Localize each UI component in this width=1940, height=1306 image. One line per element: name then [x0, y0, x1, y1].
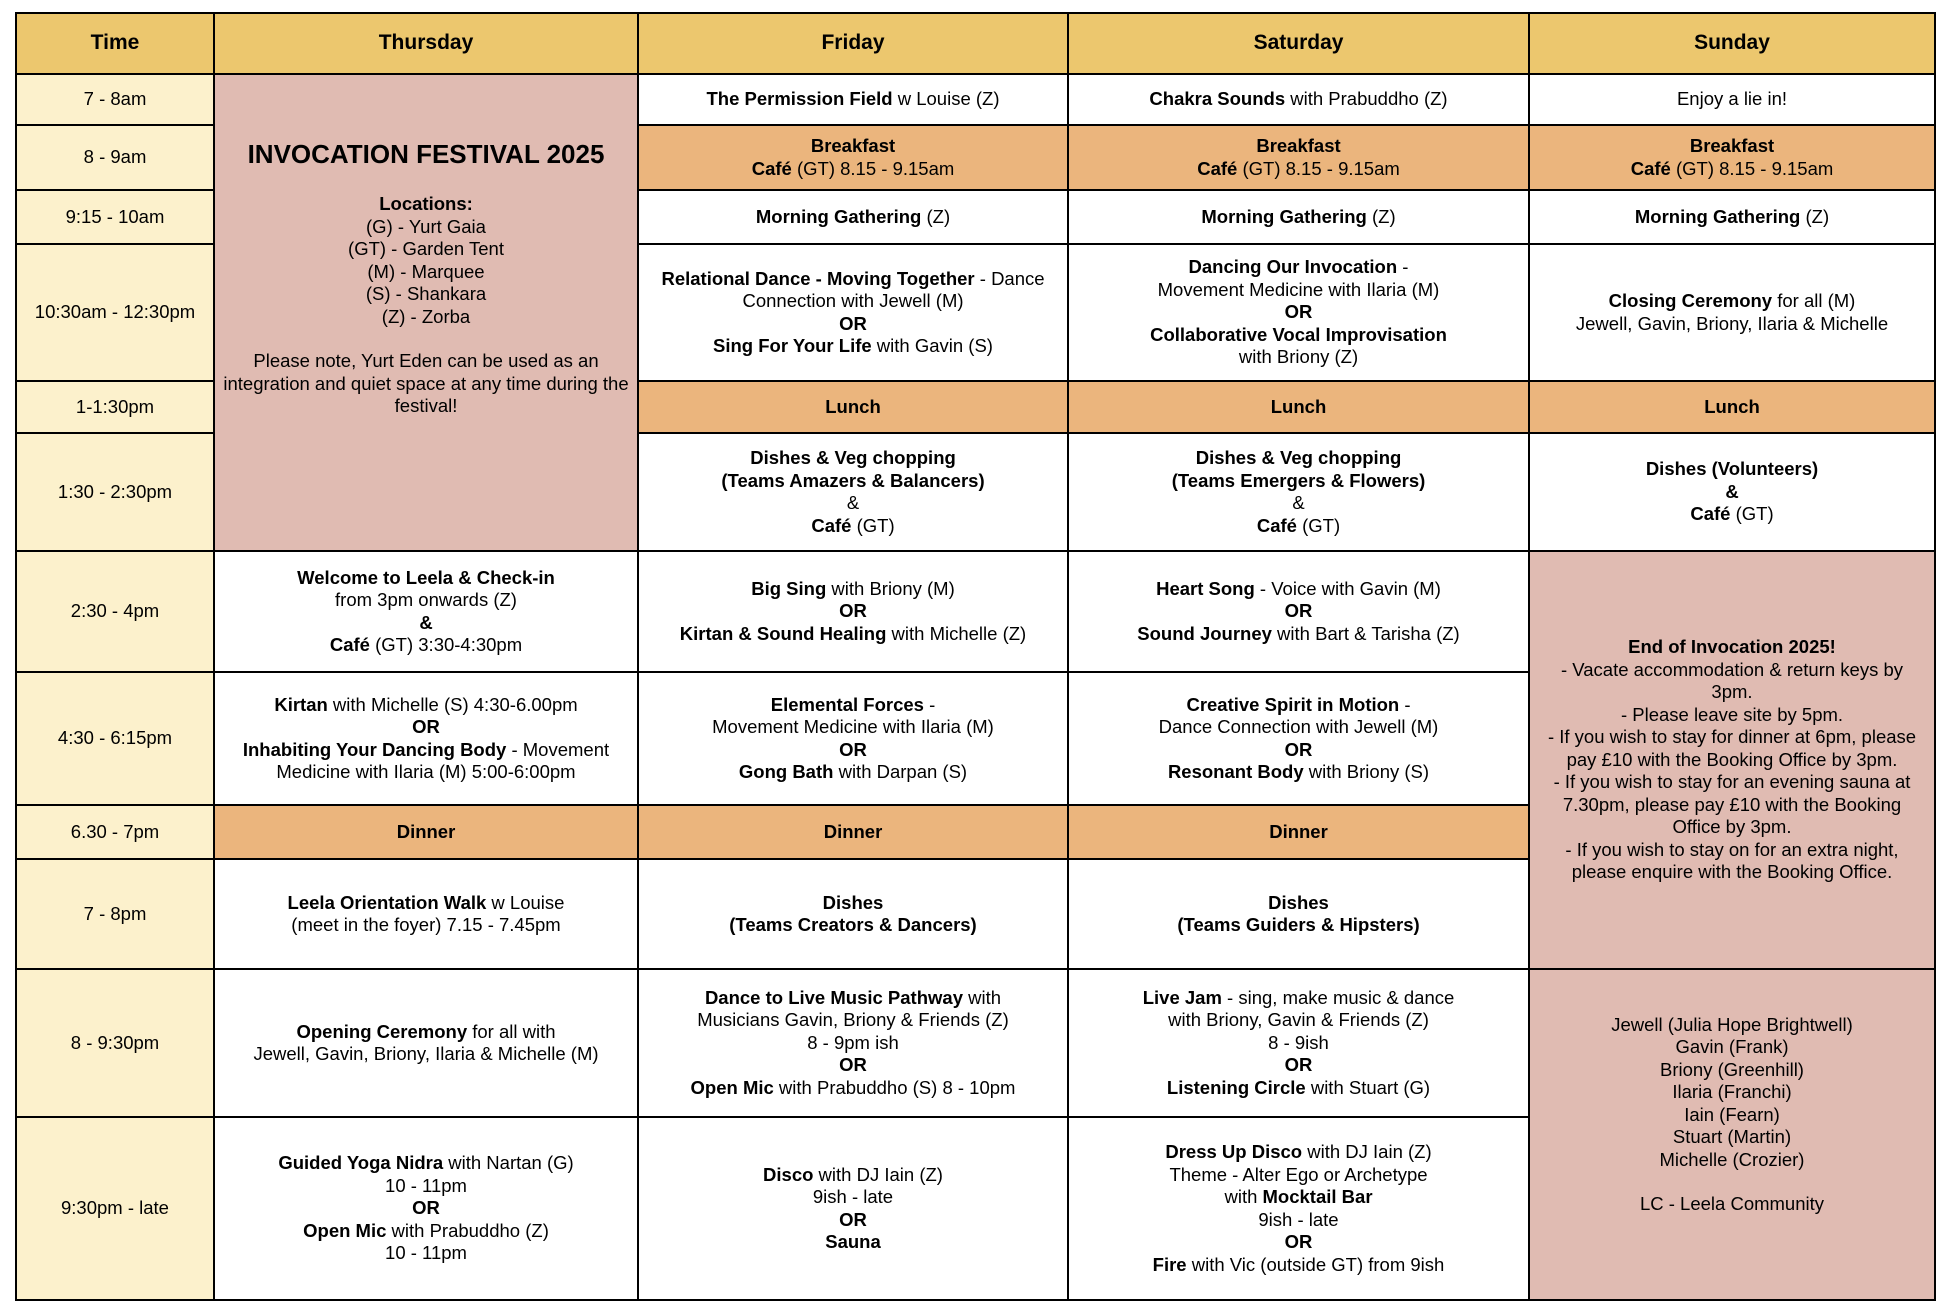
facilitator-name: Ilaria (Franchi) [1672, 1081, 1792, 1102]
time-cell: 9:15 - 10am [16, 190, 214, 244]
session-title: Morning Gathering [755, 205, 922, 227]
ampersand: & [1725, 480, 1739, 502]
session-title: Welcome to Leela & Check-in [297, 566, 555, 588]
time-cell: 7 - 8am [16, 74, 214, 125]
session-line: Movement Medicine with Ilaria (M) [712, 716, 994, 737]
session-detail: (Z) [1366, 205, 1396, 227]
meal-detail: (GT) 8.15 - 9.15am [791, 157, 955, 179]
session-line: Dance Connection with Jewell (M) [1158, 716, 1439, 737]
or-label: OR [412, 716, 440, 737]
saturday-afternoon-session [1068, 551, 1529, 672]
end-note: - If you wish to stay for an evening sauna at 7.30pm, please pay £10 with the Booking Office by 3pm. [1553, 771, 1911, 838]
location-item: (M) - Marquee [367, 260, 485, 282]
session-title-2: Sauna [825, 1231, 881, 1252]
friday-afternoon-session [638, 551, 1068, 672]
end-note: - If you wish to stay on for an extra night, please enquire with the Booking Office. [1565, 838, 1899, 883]
cafe-label: Café [329, 634, 370, 655]
friday-late-session [638, 1117, 1068, 1300]
session-detail-2: with Darpan (S) [833, 761, 968, 782]
dishes-title: Dishes & Veg chopping [1195, 447, 1402, 468]
session-title-2: Inhabiting Your Dancing Body [242, 738, 507, 760]
friday-dishes [638, 433, 1068, 551]
session-title: Disco [763, 1163, 814, 1185]
session-detail: with DJ Iain (Z) [813, 1163, 943, 1185]
session-detail: - [1399, 693, 1411, 715]
session-detail-2: with Vic (outside GT) from 9ish [1186, 1253, 1445, 1275]
session-title-2: Sing For Your Life [713, 335, 872, 356]
cafe-label: Café [1630, 157, 1671, 179]
cafe-label: Café [1256, 514, 1297, 536]
meal-title: Lunch [825, 395, 881, 417]
mocktail-bar-label: Mocktail Bar [1262, 1186, 1373, 1207]
end-title: End of Invocation 2025! [1628, 636, 1836, 658]
session-time: 8 - 9pm ish [807, 1031, 899, 1053]
or-label: OR [412, 1197, 440, 1219]
session-title: Leela Orientation Walk [287, 891, 487, 913]
session-detail: (Z) [1800, 205, 1830, 227]
row-7-8am [16, 74, 1935, 125]
session-line: Theme - Alter Ego or Archetype [1169, 1163, 1428, 1185]
locations-heading: Locations: [379, 193, 473, 215]
session-time: 9ish - late [812, 1186, 894, 1207]
session-title: Opening Ceremony [296, 1020, 468, 1042]
ampersand: & [846, 492, 860, 513]
festival-note: Please note, Yurt Eden can be used as an integration and quiet space at any time during the festival! [223, 350, 629, 417]
friday-late-afternoon-session [638, 672, 1068, 805]
saturday-dinner [1068, 805, 1529, 859]
facilitator-name: Stuart (Martin) [1672, 1126, 1792, 1147]
dishes-teams: (Teams Amazers & Balancers) [721, 469, 985, 491]
time-cell: 9:30pm - late [16, 1117, 214, 1300]
session-title: Big Sing [751, 577, 827, 599]
time-cell: 1-1:30pm [16, 381, 214, 433]
location-item: (G) - Yurt Gaia [366, 215, 486, 237]
session-detail-2: - Movement Medicine with Ilaria (M) 5:00-6:00pm [276, 738, 610, 782]
meal-title: Breakfast [1689, 135, 1775, 156]
dishes-teams: (Teams Emergers & Flowers) [1171, 469, 1426, 491]
facilitator-name: Jewell (Julia Hope Brightwell) [1611, 1013, 1853, 1035]
session-title-2: Kirtan & Sound Healing [679, 622, 887, 644]
thursday-welcome [214, 551, 638, 672]
saturday-gathering [1068, 190, 1529, 244]
dishes-teams: (Teams Guiders & Hipsters) [1177, 914, 1420, 935]
dishes-title: Dishes [1268, 891, 1329, 913]
time-cell: 8 - 9am [16, 125, 214, 190]
session-title-2: Sound Journey [1137, 622, 1272, 644]
dishes-teams: (Teams Creators & Dancers) [729, 914, 977, 935]
cafe-detail: (GT) [851, 514, 895, 536]
location-item: (S) - Shankara [365, 283, 487, 305]
session-title: The Permission Field [706, 88, 893, 110]
session-line-prefix: with [1224, 1186, 1263, 1207]
facilitators-cell [1529, 969, 1935, 1300]
friday-gathering [638, 190, 1068, 244]
or-label: OR [1284, 600, 1313, 622]
session-title: Morning Gathering [1634, 205, 1801, 227]
session-title: Relational Dance - Moving Together [661, 267, 975, 289]
meal-title: Breakfast [810, 135, 896, 156]
or-label: OR [1284, 1054, 1313, 1076]
header-sunday: Sunday [1529, 13, 1935, 74]
cafe-detail: (GT) [1730, 503, 1774, 525]
ampersand: & [1292, 492, 1305, 513]
dishes-title: Dishes & Veg chopping [750, 447, 956, 468]
saturday-late-session [1068, 1117, 1529, 1300]
session-detail: - sing, make music & dance [1221, 986, 1455, 1008]
session-time: 10 - 11pm [385, 1174, 467, 1196]
session-title: Dance to Live Music Pathway [704, 986, 963, 1008]
session-title: Guided Yoga Nidra [278, 1152, 444, 1174]
thursday-late-session [214, 1117, 638, 1300]
header-thursday: Thursday [214, 13, 638, 74]
cafe-label: Café [1197, 157, 1238, 179]
meal-title: Dinner [396, 820, 456, 842]
location-item: (Z) - Zorba [381, 305, 471, 327]
cafe-label: Café [751, 157, 792, 179]
sunday-lunch [1529, 381, 1935, 433]
session-title: Dress Up Disco [1165, 1141, 1303, 1162]
cafe-detail: (GT) [1296, 514, 1341, 536]
session-title-2: Collaborative Vocal Improvisation [1150, 323, 1447, 345]
saturday-breakfast [1068, 125, 1529, 190]
session-time-2: 10 - 11pm [385, 1242, 467, 1264]
session-line: with Briony, Gavin & Friends (Z) [1168, 1009, 1429, 1031]
session-detail: - Voice with Gavin (M) [1254, 577, 1441, 599]
session-detail-2: with Michelle (Z) [886, 622, 1027, 644]
saturday-early-session [1068, 74, 1529, 125]
thursday-orientation-walk [214, 859, 638, 969]
session-title-2: Fire [1152, 1253, 1187, 1275]
ampersand: & [419, 611, 433, 633]
or-label: OR [839, 738, 867, 760]
session-detail-2: with Gavin (S) [871, 335, 993, 356]
session-detail-2: with Stuart (G) [1305, 1076, 1431, 1098]
session-time: 9ish - late [1258, 1208, 1339, 1230]
session-detail: with Briony (M) [826, 577, 955, 599]
cafe-detail: (GT) 3:30-4:30pm [369, 634, 523, 655]
cafe-label: Café [1690, 503, 1731, 525]
friday-lunch [638, 381, 1068, 433]
leela-community-note: LC - Leela Community [1639, 1193, 1825, 1214]
session-detail: for all (M) [1772, 290, 1856, 311]
cafe-label: Café [811, 514, 852, 536]
session-detail: w Louise (Z) [892, 88, 1000, 110]
time-cell: 7 - 8pm [16, 859, 214, 969]
session-line: (meet in the foyer) 7.15 - 7.45pm [291, 914, 561, 935]
session-title: Elemental Forces [770, 693, 924, 715]
session-title-2: Open Mic [690, 1076, 774, 1098]
session-detail: with Nartan (G) [443, 1152, 574, 1174]
header-row [16, 13, 1935, 74]
session-title: Chakra Sounds [1149, 88, 1286, 110]
session-detail: with [963, 986, 1002, 1008]
session-line: with Briony (Z) [1238, 346, 1359, 368]
session-detail: with Michelle (S) 4:30-6.00pm [327, 693, 578, 715]
session-title: Closing Ceremony [1608, 290, 1773, 311]
or-label: OR [839, 1054, 867, 1076]
session-detail: - [923, 693, 936, 715]
session-detail: with DJ Iain (Z) [1302, 1141, 1432, 1162]
time-cell: 8 - 9:30pm [16, 969, 214, 1117]
meal-title: Breakfast [1256, 135, 1341, 156]
session-detail: - Dance Connection with Jewell (M) [742, 267, 1045, 311]
meal-title: Lunch [1704, 395, 1760, 417]
friday-morning-session [638, 244, 1068, 381]
thursday-kirtan [214, 672, 638, 805]
facilitator-name: Gavin (Frank) [1675, 1036, 1789, 1057]
session-detail-2: with Prabuddho (S) 8 - 10pm [773, 1076, 1016, 1098]
dishes-title: Dishes (Volunteers) [1645, 458, 1819, 480]
end-note: - If you wish to stay for dinner at 6pm, please pay £10 with the Booking Office by 3pm. [1547, 726, 1917, 770]
time-cell: 4:30 - 6:15pm [16, 672, 214, 805]
session-detail: - [1397, 256, 1409, 278]
friday-early-session [638, 74, 1068, 125]
session-line: Jewell, Gavin, Briony, Ilaria & Michelle (M) [253, 1043, 599, 1064]
facilitator-name: Michelle (Crozier) [1659, 1148, 1805, 1170]
session-title: Heart Song [1156, 577, 1255, 599]
session-time: 8 - 9ish [1268, 1031, 1329, 1053]
row-8-9-30pm [16, 969, 1935, 1117]
thursday-opening-ceremony [214, 969, 638, 1117]
session-title: Morning Gathering [1201, 205, 1367, 227]
location-item: (GT) - Garden Tent [348, 238, 504, 260]
meal-detail: (GT) 8.15 - 9.15am [1670, 157, 1834, 179]
session-detail: with Prabuddho (Z) [1285, 88, 1448, 110]
session-title: Live Jam [1142, 986, 1222, 1008]
sunday-breakfast [1529, 125, 1935, 190]
time-cell: 10:30am - 12:30pm [16, 244, 214, 381]
meal-title: Dinner [823, 820, 883, 842]
saturday-evening-session [1068, 969, 1529, 1117]
or-label: OR [839, 1208, 867, 1230]
or-label: OR [839, 600, 867, 622]
header-time: Time [16, 13, 214, 74]
time-cell: 2:30 - 4pm [16, 551, 214, 672]
saturday-late-afternoon-session [1068, 672, 1529, 805]
session-line: Musicians Gavin, Briony & Friends (Z) [697, 1009, 1009, 1031]
row-2-30-4pm [16, 551, 1935, 672]
saturday-dishes [1068, 433, 1529, 551]
sunday-gathering [1529, 190, 1935, 244]
saturday-evening-dishes [1068, 859, 1529, 969]
or-label: OR [1284, 738, 1313, 760]
sunday-dishes [1529, 433, 1935, 551]
meal-title: Lunch [1270, 395, 1327, 417]
facilitator-name: Briony (Greenhill) [1660, 1058, 1804, 1080]
time-cell: 1:30 - 2:30pm [16, 433, 214, 551]
saturday-morning-session [1068, 244, 1529, 381]
session-detail: (Z) [921, 205, 951, 227]
session-line: from 3pm onwards (Z) [335, 589, 517, 610]
session-title: Dancing Our Invocation [1188, 256, 1398, 278]
session-title: Creative Spirit in Motion [1186, 693, 1400, 715]
end-note: - Vacate accommodation & return keys by 3pm. [1560, 658, 1904, 703]
session-detail-2: with Briony (S) [1303, 761, 1430, 782]
facilitator-name: Iain (Fearn) [1684, 1103, 1780, 1125]
or-label: OR [1284, 1231, 1313, 1252]
end-note: - Please leave site by 5pm. [1620, 703, 1844, 725]
schedule-table [15, 12, 1936, 1301]
session-title: Kirtan [274, 693, 328, 715]
session-detail-2: with Bart & Tarisha (Z) [1271, 622, 1460, 644]
friday-evening-session [638, 969, 1068, 1117]
session-title-2: Listening Circle [1166, 1076, 1306, 1098]
festival-title: INVOCATION FESTIVAL 2025 [247, 139, 605, 170]
session-line: Jewell, Gavin, Briony, Ilaria & Michelle [1575, 312, 1889, 334]
or-label: OR [1284, 301, 1313, 323]
time-cell: 6.30 - 7pm [16, 805, 214, 859]
session-title-2: Resonant Body [1167, 761, 1304, 782]
or-label: OR [839, 312, 867, 334]
friday-breakfast [638, 125, 1068, 190]
session-detail: w Louise [486, 891, 565, 913]
sunday-early-session: Enjoy a lie in! [1529, 74, 1935, 125]
header-friday: Friday [638, 13, 1068, 74]
session-line: Movement Medicine with Ilaria (M) [1157, 278, 1440, 300]
festival-info-cell [214, 74, 638, 551]
friday-dinner [638, 805, 1068, 859]
friday-evening-dishes [638, 859, 1068, 969]
meal-title: Dinner [1269, 820, 1328, 842]
thursday-dinner [214, 805, 638, 859]
session-detail-2: with Prabuddho (Z) [386, 1219, 549, 1241]
sunday-closing-ceremony [1529, 244, 1935, 381]
session-title-2: Gong Bath [738, 761, 834, 782]
end-of-festival-cell [1529, 551, 1935, 969]
saturday-lunch [1068, 381, 1529, 433]
session-title-2: Open Mic [303, 1219, 387, 1241]
session-detail: for all with [467, 1020, 556, 1042]
meal-detail: (GT) 8.15 - 9.15am [1237, 157, 1400, 179]
header-saturday: Saturday [1068, 13, 1529, 74]
dishes-title: Dishes [822, 891, 884, 913]
